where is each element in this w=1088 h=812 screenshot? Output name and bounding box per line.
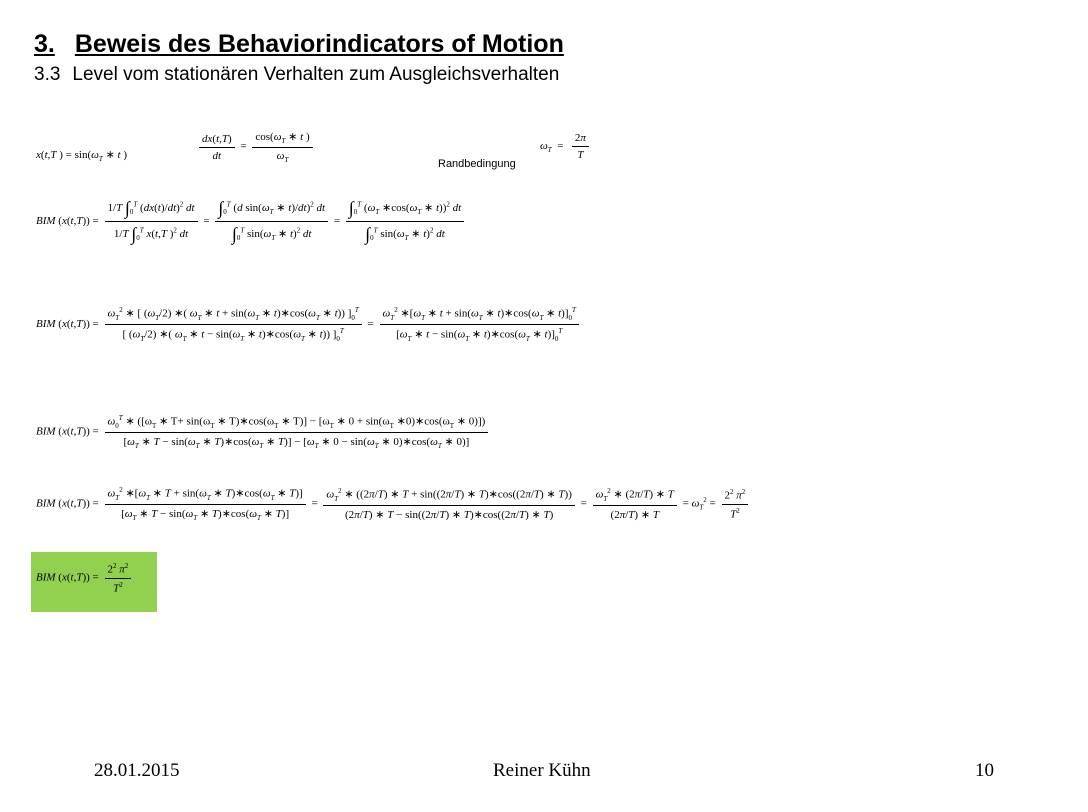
equation-bim-limits: BIM (x(t,T)) = $\omega_0^T$ ∗ ([$\omega_T$ ∗ $T+ \sin(\omega_T$ ∗ $T)∗\cos(\omega_T$ ∗ $T)] - [\omega_T$ ∗ $0 + \sin(\omega_T$ $∗0)∗\cos(\omega_T$ ∗ 0)]) [$\omega_T$ ∗ $T - \sin(\omega_T$ ∗ $T)∗\cos(\omega_T$ ∗ $T)] - [\omega_T$ ∗ $0 - \sin(\omega_T$ ∗ $0)∗\cos(\omega_T$ ∗ 0)] bbox=[36, 414, 491, 450]
title-text: Beweis des Behaviorindicators of Motion bbox=[74, 30, 564, 58]
equation-bim-integral: BIM (x(t,T)) = $\frac{1/T \int_0^T (dx(t)/dt)^2 dt}{1/T \int_0^T x(t,T )^2 dt}$ = $\frac{\int_0^T (d \sin(\omega_T ∗ t)/dt)^2 dt}{\int_0^T \sin(\omega_T ∗ t)^2 dt}$ = $\frac{\int_0^T (\omega_T ∗\cos(\omega_T ∗ t))^2 dt}{\int_0^T \sin(\omega_T ∗ t)^2 dt}$ bbox=[36, 198, 467, 245]
equation-x-definition: x(t,T ) = $\sin(\omega_T$ ∗ t ) bbox=[36, 149, 128, 164]
equation-derivative: $\frac{dx(t,T)}{dt}$ = $\frac{\cos(\omega_T ∗ t )}{\omega_T}$ bbox=[196, 130, 316, 164]
footer-author: Reiner Kühn bbox=[493, 760, 591, 781]
equation-bim-result: BIM (x(t,T)) = $\frac{2^2 \pi^2}{T^2}$ bbox=[36, 562, 134, 594]
subtitle-number: 3.3 bbox=[34, 64, 61, 85]
subtitle-text: Level vom stationären Verhalten zum Ausgleichsverhalten bbox=[72, 64, 560, 85]
footer-page-number: 10 bbox=[975, 760, 994, 781]
footer-date: 28.01.2015 bbox=[94, 760, 180, 781]
slide-title bbox=[34, 30, 564, 59]
title-number: 3. bbox=[34, 30, 55, 58]
equation-boundary-condition: $\omega_T$ = $\frac{2\pi}{T}$ bbox=[540, 132, 592, 161]
equation-bim-antiderivative: BIM (x(t,T)) = $\frac{\omega_T^2 ∗ [ (\omega_T/2) ∗( \omega_T ∗ t + \sin(\omega_T ∗ t)∗\cos(\omega_T ∗ t)) ]_0^T}{[ (\omega_T/2) ∗( \omega_T ∗ t - \sin(\omega_T ∗ t)∗\cos(\omega_T ∗ t)) ]_0^T}$ = $\frac{\omega_T^2 ∗[\omega_T ∗ t + \sin(\omega_T ∗ t)∗\cos(\omega_T ∗ t)]_0^T}{[\omega_T ∗ t - \sin(\omega_T ∗ t)∗\cos(\omega_T ∗ t)]_0^T}$ bbox=[36, 306, 582, 343]
slide-subtitle bbox=[34, 64, 559, 86]
boundary-condition-label: Randbedingung bbox=[438, 158, 516, 170]
equation-bim-substitution: BIM (x(t,T)) = $\frac{\omega_T^2 ∗[\omega_T ∗ T + \sin(\omega_T ∗ T)∗\cos(\omega_T ∗ T)]}{[\omega_T ∗ T - \sin(\omega_T ∗ T)∗\cos(\omega_T ∗ T)]}$ = $\frac{\omega_T^2 ∗ ((2\pi/T) ∗ T + \sin((2\pi/T) ∗ T)∗\cos((2\pi/T) ∗ T))}{(2\pi/T) ∗ T - \sin((2\pi/T) ∗ T)∗\cos((2\pi/T) ∗ T)}$ = $\frac{\omega_T^2 ∗ (2\pi/T) ∗ T}{(2\pi/T) ∗ T}$ = $\omega_T^2$ = $\frac{2^2 \pi^2}{T^2}$ bbox=[36, 486, 751, 522]
